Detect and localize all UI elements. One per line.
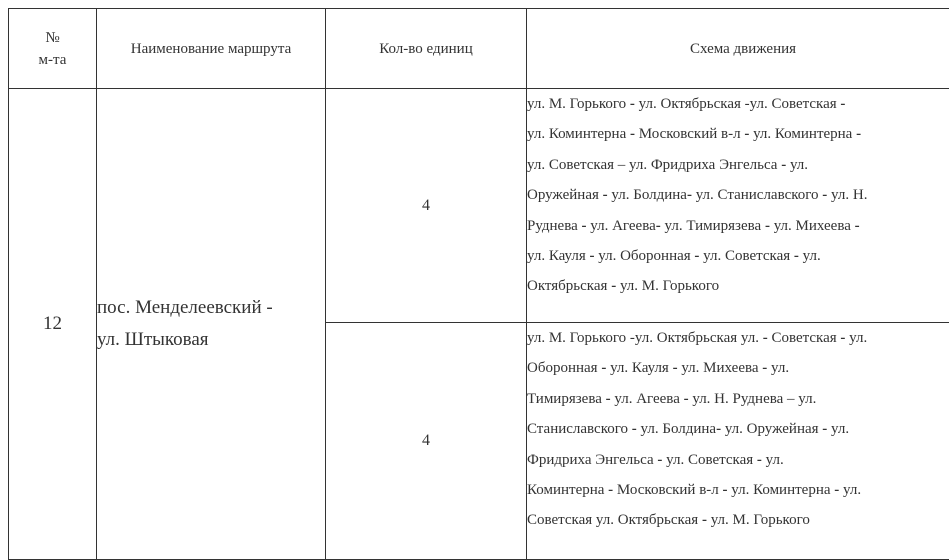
scheme-line: Станиславского - ул. Болдина- ул. Оружейная - ул.: [527, 414, 949, 444]
scheme-cell: [527, 89, 949, 323]
scheme-line: ул. Коминтерна - Московский в-л - ул. Коминтерна -: [527, 119, 949, 149]
route-number: 12: [9, 89, 97, 560]
route-name: [97, 89, 326, 560]
units-count-cell: 4: [326, 89, 527, 323]
header-row: [9, 9, 949, 89]
scheme-line: Тимирязева - ул. Агеева - ул. Н. Руднева – ул.: [527, 384, 949, 414]
header-route-name: Наименование маршрута: [97, 9, 326, 89]
header-route-number: [9, 9, 97, 89]
header-scheme: Схема движения: [527, 9, 949, 89]
scheme-cell: [527, 323, 949, 560]
route-name-line: ул. Штыковая: [97, 324, 325, 356]
scheme-line: Советская ул. Октябрьская - ул. М. Горького: [527, 505, 949, 535]
scheme-line: Руднева - ул. Агеева- ул. Тимирязева - ул. Михеева -: [527, 211, 949, 241]
table-row: [9, 89, 949, 323]
scheme-line: Коминтерна - Московский в-л - ул. Коминтерна - ул.: [527, 475, 949, 505]
scheme-line: Оборонная - ул. Кауля - ул. Михеева - ул.: [527, 353, 949, 383]
routes-table: [8, 8, 949, 560]
scheme-line: ул. Советская – ул. Фридриха Энгельса - ул.: [527, 150, 949, 180]
route-name-line: пос. Менделеевский -: [97, 292, 325, 324]
header-number-abbrev: м-та: [9, 49, 96, 71]
scheme-line: ул. М. Горького - ул. Октябрьская -ул. Советская -: [527, 89, 949, 119]
scheme-line: Октябрьская - ул. М. Горького: [527, 271, 949, 301]
scheme-line: Фридриха Энгельса - ул. Советская - ул.: [527, 445, 949, 475]
units-count-cell: 4: [326, 323, 527, 560]
header-units-count: Кол-во единиц: [326, 9, 527, 89]
scheme-line: Оружейная - ул. Болдина- ул. Станиславского - ул. Н.: [527, 180, 949, 210]
scheme-line: ул. М. Горького -ул. Октябрьская ул. - Советская - ул.: [527, 323, 949, 353]
header-number-symbol: №: [9, 27, 96, 49]
scheme-line: ул. Кауля - ул. Оборонная - ул. Советская - ул.: [527, 241, 949, 271]
